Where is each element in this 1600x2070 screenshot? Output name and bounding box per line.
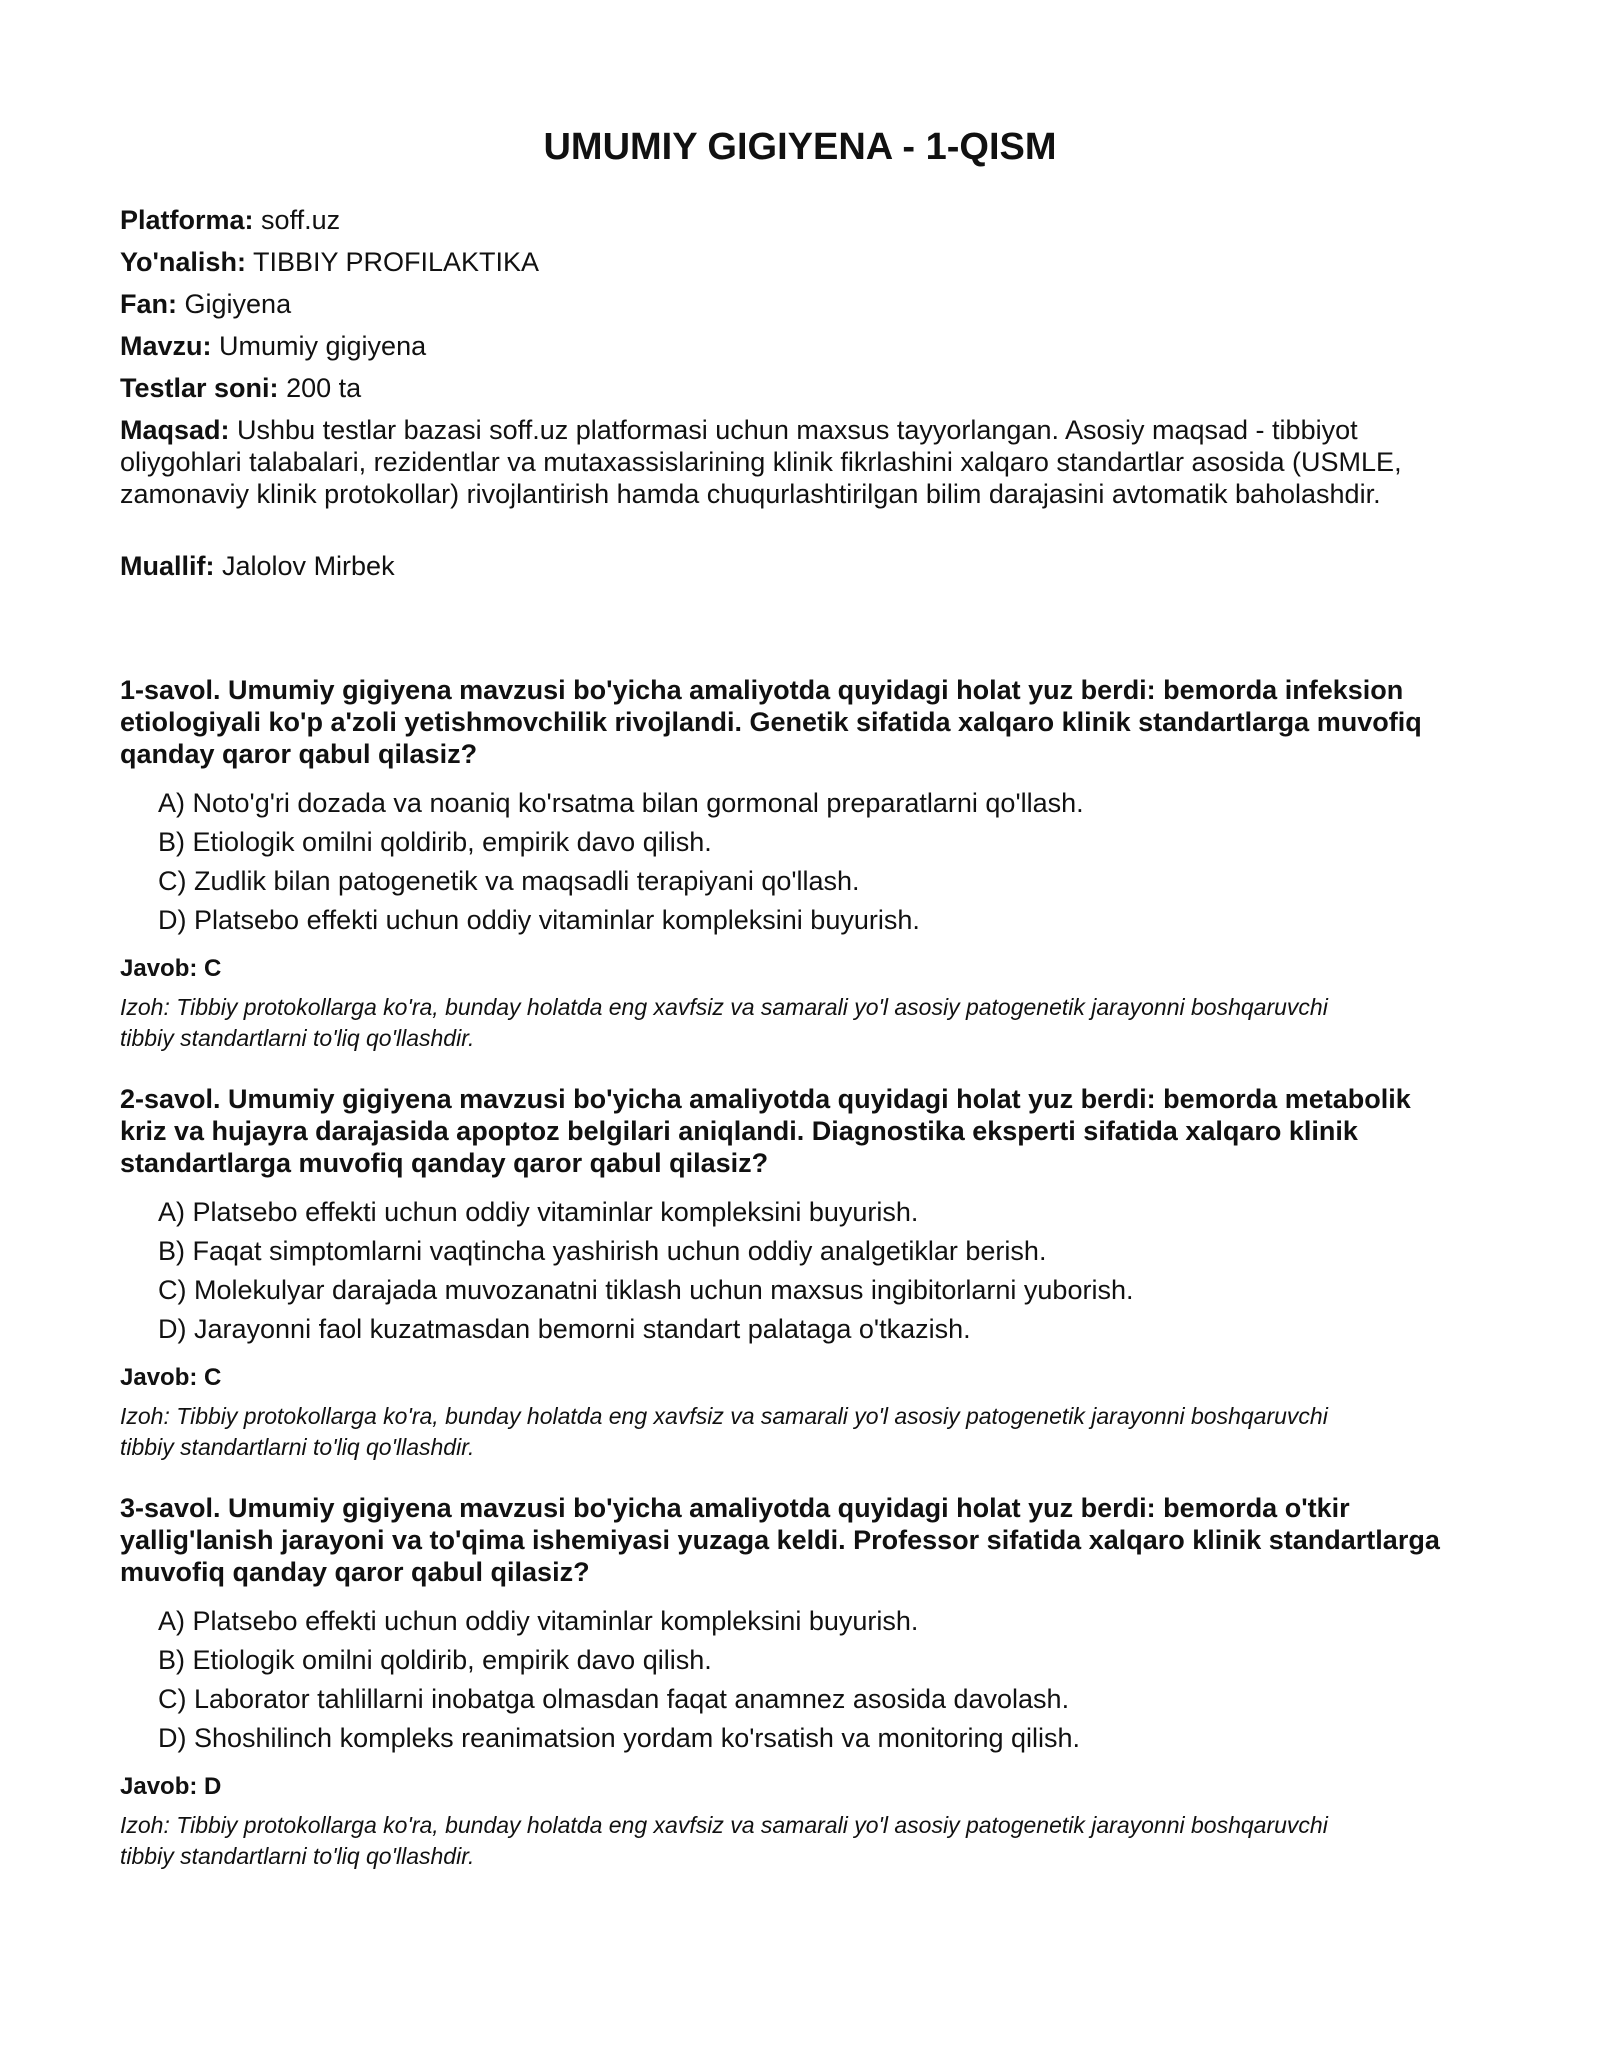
option-c: C) Zudlik bilan patogenetik va maqsadli terapiyani qo'llash. xyxy=(158,866,860,896)
meta-value: Umumiy gigiyena xyxy=(219,331,427,361)
meta-maqsad xyxy=(120,414,1460,510)
option-d: D) Platsebo effekti uchun oddiy vitaminlar kompleksini buyurish. xyxy=(158,905,920,935)
question-text: 3-savol. Umumiy gigiyena mavzusi bo'yicha amaliyotda quyidagi holat yuz berdi: bemorda o'tkir yallig'lanish jarayoni va to'qima ishemiyasi yuzaga keldi. Professor sifatida xalqaro klinik standartlarga muvofiq qanday qaror qabul qilasiz? xyxy=(120,1493,1440,1587)
meta-label: Platforma: xyxy=(120,205,254,235)
question-block xyxy=(120,1083,1460,1463)
meta-label: Muallif: xyxy=(120,551,215,581)
meta-yonalish xyxy=(120,246,1460,278)
explanation-note: Izoh: Tibbiy protokollarga ko'ra, bunday holatda eng xavfsiz va samarali yo'l asosiy patogenetik jarayonni boshqaruvchi tibbiy standartlarni to'liq qo'llashdir. xyxy=(120,1812,1328,1869)
option-c: C) Molekulyar darajada muvozanatni tiklash uchun maxsus ingibitorlarni yuborish. xyxy=(158,1275,1134,1305)
meta-fan xyxy=(120,288,1460,320)
option-list xyxy=(158,1602,1460,1758)
meta-label: Mavzu: xyxy=(120,331,212,361)
meta-label: Yo'nalish: xyxy=(120,247,246,277)
option-d: D) Shoshilinch kompleks reanimatsion yordam ko'rsatish va monitoring qilish. xyxy=(158,1723,1081,1753)
meta-value: Ushbu testlar bazasi soff.uz platformasi uchun maxsus tayyorlangan. Asosiy maqsad - tibbiyot oliygohlari talabalari, rezidentlar va mutaxassislarining klinik fikrlashini xalqaro standartlar asosida (USMLE, zamonaviy klinik protokollar) rivojlantirish hamda chuqurlashtirilgan bilim darajasini avtomatik baholashdir. xyxy=(120,415,1402,509)
question-text: 2-savol. Umumiy gigiyena mavzusi bo'yicha amaliyotda quyidagi holat yuz berdi: bemorda metabolik kriz va hujayra darajasida apoptoz belgilari aniqlandi. Diagnostika eksperti sifatida xalqaro klinik standartlarga muvofiq qanday qaror qabul qilasiz? xyxy=(120,1084,1411,1178)
meta-label: Maqsad: xyxy=(120,415,230,445)
question-block xyxy=(120,674,1460,1054)
meta-mavzu xyxy=(120,330,1460,362)
meta-platforma xyxy=(120,204,1460,236)
option-d: D) Jarayonni faol kuzatmasdan bemorni standart palataga o'tkazish. xyxy=(158,1314,971,1344)
meta-testlar xyxy=(120,372,1460,404)
meta-label: Testlar soni: xyxy=(120,373,279,403)
meta-value: Gigiyena xyxy=(184,289,292,319)
meta-value: 200 ta xyxy=(286,373,362,403)
option-a: A) Platsebo effekti uchun oddiy vitaminlar kompleksini buyurish. xyxy=(158,1197,919,1227)
meta-value: soff.uz xyxy=(261,205,341,235)
option-b: B) Etiologik omilni qoldirib, empirik davo qilish. xyxy=(158,827,712,857)
meta-label: Fan: xyxy=(120,289,177,319)
option-list xyxy=(158,784,1460,940)
answer: Javob: C xyxy=(120,955,222,982)
page-title: UMUMIY GIGIYENA - 1-QISM xyxy=(543,126,1057,168)
option-c: C) Laborator tahlillarni inobatga olmasdan faqat anamnez asosida davolash. xyxy=(158,1684,1070,1714)
question-block xyxy=(120,1492,1460,1872)
option-a: A) Platsebo effekti uchun oddiy vitaminlar kompleksini buyurish. xyxy=(158,1606,919,1636)
question-text: 1-savol. Umumiy gigiyena mavzusi bo'yicha amaliyotda quyidagi holat yuz berdi: bemorda infeksion etiologiyali ko'p a'zoli yetishmovchilik rivojlandi. Genetik sifatida xalqaro klinik standartlarga muvofiq qanday qaror qabul qilasiz? xyxy=(120,675,1422,769)
option-a: A) Noto'g'ri dozada va noaniq ko'rsatma bilan gormonal preparatlarni qo'llash. xyxy=(158,788,1084,818)
explanation-note: Izoh: Tibbiy protokollarga ko'ra, bunday holatda eng xavfsiz va samarali yo'l asosiy patogenetik jarayonni boshqaruvchi tibbiy standartlarni to'liq qo'llashdir. xyxy=(120,994,1328,1051)
option-b: B) Faqat simptomlarni vaqtincha yashirish uchun oddiy analgetiklar berish. xyxy=(158,1236,1047,1266)
option-b: B) Etiologik omilni qoldirib, empirik davo qilish. xyxy=(158,1645,712,1675)
answer: Javob: D xyxy=(120,1773,222,1800)
option-list xyxy=(158,1193,1460,1349)
meta-value: Jalolov Mirbek xyxy=(222,551,395,581)
meta-muallif xyxy=(120,550,1460,582)
answer: Javob: C xyxy=(120,1364,222,1391)
explanation-note: Izoh: Tibbiy protokollarga ko'ra, bunday holatda eng xavfsiz va samarali yo'l asosiy patogenetik jarayonni boshqaruvchi tibbiy standartlarni to'liq qo'llashdir. xyxy=(120,1403,1328,1460)
meta-value: TIBBIY PROFILAKTIKA xyxy=(252,247,540,277)
